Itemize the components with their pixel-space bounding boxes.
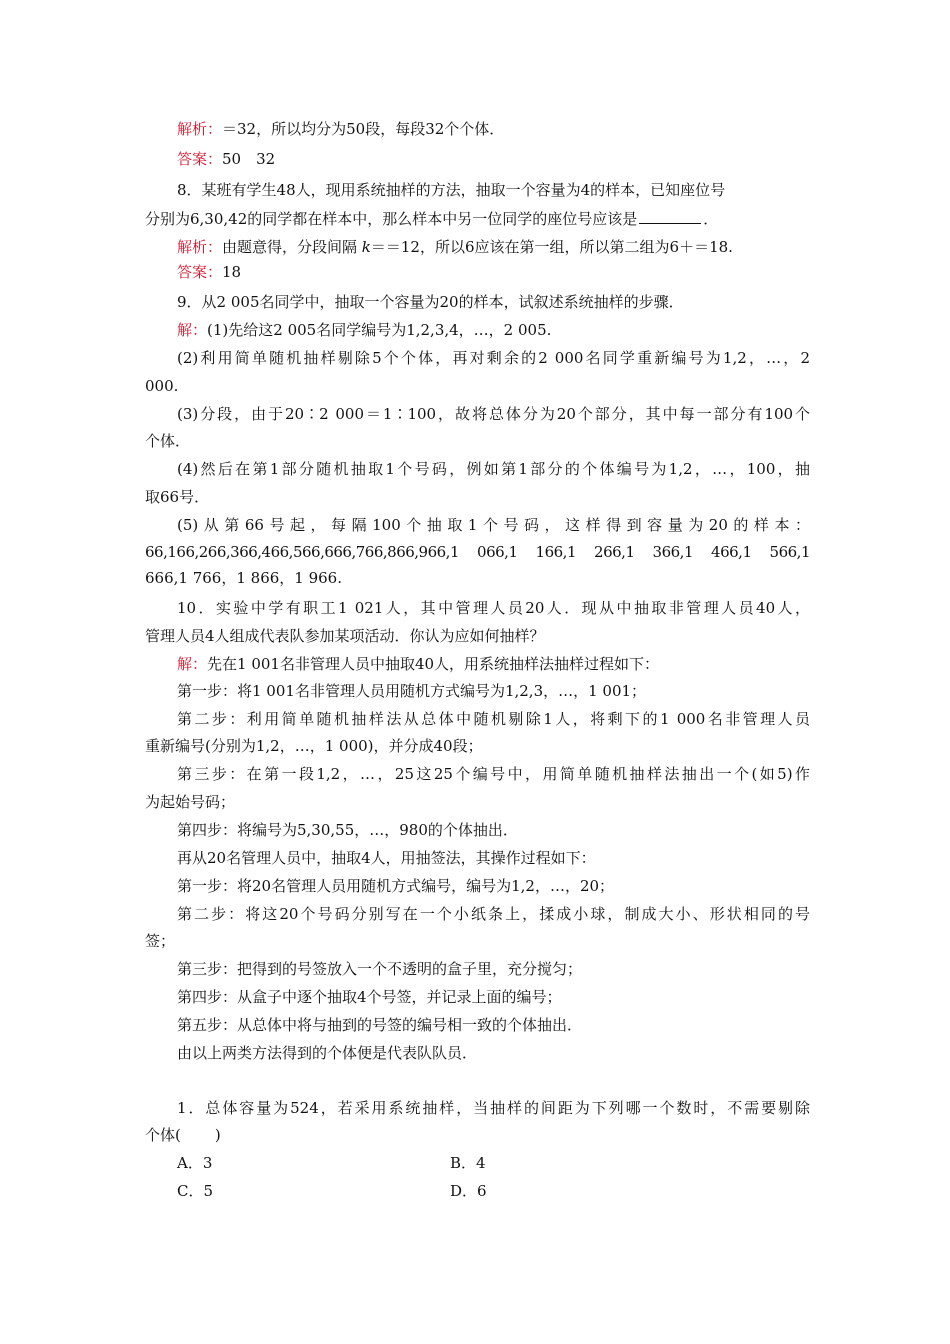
question-9-step-4-cont: 取66号． [145,488,210,506]
question-8-solution: 解析：由题意得，分段间隔 k＝＝12，所以6应该在第一组，所以第二组为6＋＝18. [177,238,733,256]
systematic-step-3: 第三步：在第一段1,2，…，25这25个编号中，用简单随机抽样法抽出一个(如5)作 [177,765,810,783]
lottery-step-4: 第四步：从盒子中逐个抽取4个号签，并记录上面的编号； [177,988,562,1006]
option-b: B．4 [450,1154,486,1172]
question-9-step-3-cont: 个体． [145,432,191,450]
answer-blank [639,209,701,224]
question-9-step-1: 解：(1)先给这2 005名同学编号为1,2,3,4，…，2 005. [177,321,552,339]
option-a: A．3 [177,1154,213,1172]
solution-label: 解析： [177,120,223,138]
lottery-step-2: 第二步：将这20个号码分别写在一个小纸条上，揉成小球，制成大小、形状相同的号 [177,905,810,923]
systematic-step-3-cont: 为起始号码； [145,793,236,811]
answer-line: 答案：50 32 [177,150,276,168]
question-9-step-4: (4)然后在第1部分随机抽取1个号码，例如第1部分的个体编号为1,2，…，100，抽 [177,460,810,478]
lottery-intro: 再从20名管理人员中，抽取4人，用抽签法，其操作过程如下： [177,849,596,867]
problem-1-line-2: 个体( ) [145,1126,221,1144]
question-9: 9．从2 005名同学中，抽取一个容量为20的样本，试叙述系统抽样的步骤． [177,293,684,311]
systematic-step-2: 第二步：利用简单随机抽样法从总体中随机剔除1人，将剩下的1 000名非管理人员 [177,710,810,728]
question-9-step-2-cont: 000. [145,377,179,395]
question-9-step-2: (2)利用简单随机抽样剔除5个个体，再对剩余的2 000名同学重新编号为1,2，…，2 [177,349,810,367]
question-10-line-2: 管理人员4人组成代表队参加某项活动．你认为应如何抽样？ [145,627,545,645]
question-8-line-2: 分别为6,30,42的同学都在样本中，那么样本中另一位同学的座位号应该是 ． [145,210,719,228]
solution-label: 解： [177,321,208,339]
systematic-step-2-cont: 重新编号(分别为1,2，…，1 000)，并分成40段； [145,737,483,755]
solution-line: 解析：＝32，所以均分为50段，每段32个个体． [177,120,505,138]
answer-label: 答案： [177,263,223,281]
systematic-step-4: 第四步：将编号为5,30,55，…，980的个体抽出． [177,821,518,839]
conclusion: 由以上两类方法得到的个体便是代表队队员． [177,1044,478,1062]
lottery-step-1: 第一步：将20名管理人员用随机方式编号，编号为1,2，…，20； [177,877,615,895]
solution-label: 解析： [177,238,223,256]
systematic-step-1: 第一步：将1 001名非管理人员用随机方式编号为1,2,3，…，1 001； [177,682,647,700]
answer-label: 答案： [177,150,223,168]
question-9-step-3: (3)分段，由于20∶2 000＝1∶100，故将总体分为20个部分，其中每一部分有100个 [177,405,810,423]
question-8-line-1: 8．某班有学生48人，现用系统抽样的方法，抽取一个容量为4的样本，已知座位号 [177,181,726,199]
solution-label: 解： [177,655,208,673]
question-9-step-5-cont: 66,166,266,366,466,566,666,766,866,966,1 066,1 166,1 266,1 366,1 466,1 566,1 [145,543,810,561]
question-9-step-5: (5)从第66号起，每隔100个抽取1个号码，这样得到容量为20的样本： [177,516,810,534]
problem-1-line-1: 1．总体容量为524，若采用系统抽样，当抽样的间距为下列哪一个数时，不需要剔除 [177,1099,810,1117]
lottery-step-5: 第五步：从总体中将与抽到的号签的编号相一致的个体抽出． [177,1016,583,1034]
option-d: D．6 [450,1182,487,1200]
option-c: C．5 [177,1182,214,1200]
lottery-step-2-cont: 签； [145,932,176,950]
question-10-solution: 解：先在1 001名非管理人员中抽取40人，用系统抽样法抽样过程如下： [177,655,660,673]
lottery-step-3: 第三步：把得到的号签放入一个不透明的盒子里，充分搅匀； [177,960,583,978]
question-9-step-5-end: 666,1 766，1 866，1 966. [145,569,342,587]
question-8-answer: 答案：18 [177,263,242,281]
question-10-line-1: 10．实验中学有职工1 021人，其中管理人员20人．现从中抽取非管理人员40人， [177,599,810,617]
